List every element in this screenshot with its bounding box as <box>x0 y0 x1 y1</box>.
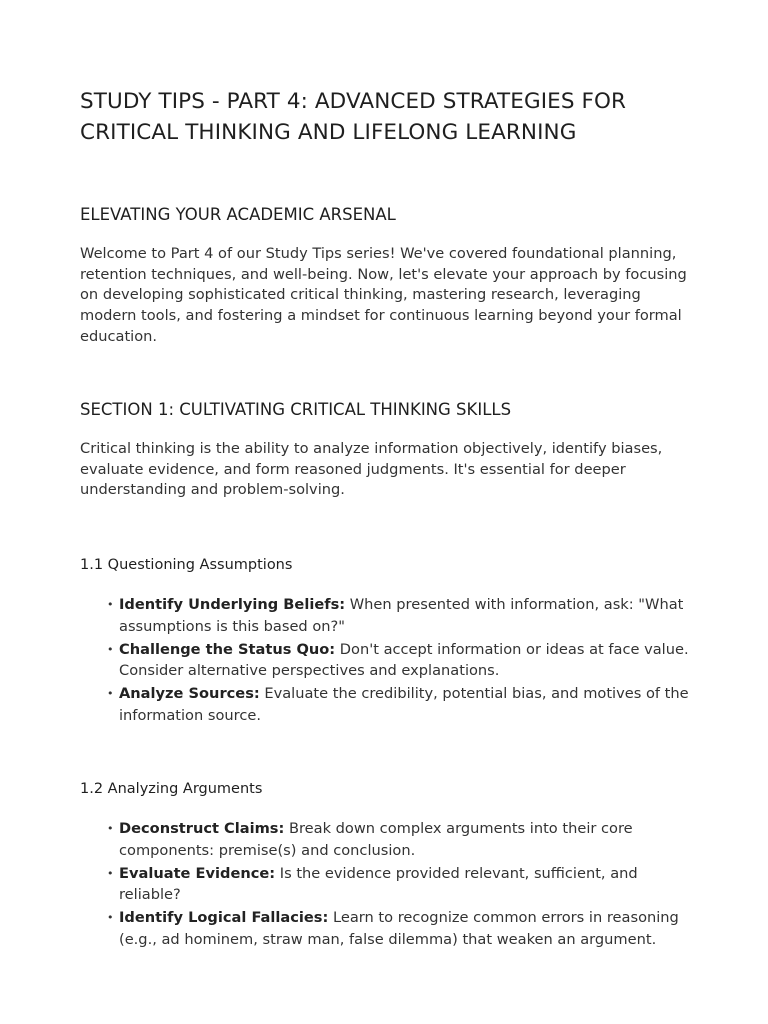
bullet-icon: • <box>107 911 114 924</box>
list-item-text: Learn to recognize common errors in reasoning (e.g., ad hominem, straw man, false dilemma) that weaken an argument. <box>119 909 679 948</box>
list-item-term: Challenge the Status Quo: <box>119 640 336 658</box>
intro-paragraph: Welcome to Part 4 of our Study Tips series! We've covered foundational planning, retention techniques, and well-being. Now, let's elevate your approach by focusing on developing sophisticated critical thinking, mastering research, leveraging modern tools, and fostering a mindset for continuous learning beyond your formal education. <box>80 245 687 345</box>
section-1-paragraph: Critical thinking is the ability to analyze information objectively, identify biases, evaluate evidence, and form reasoned judgments. It's essential for deeper understanding and problem-solving. <box>80 440 663 499</box>
list-item <box>80 863 690 906</box>
subsection-1-1-list <box>80 594 690 728</box>
list-item-text: Don't accept information or ideas at face value. Consider alternative perspectives and explanations. <box>119 640 689 679</box>
list-item <box>80 639 690 682</box>
section-1-heading: SECTION 1: CULTIVATING CRITICAL THINKING SKILLS <box>80 400 512 419</box>
list-item <box>80 594 690 637</box>
list-item <box>80 683 690 726</box>
list-item-term: Analyze Sources: <box>119 685 260 702</box>
bullet-icon: • <box>107 642 114 656</box>
bullet-icon: • <box>107 866 114 880</box>
bullet-icon: • <box>107 822 114 835</box>
subsection-1-2-heading: 1.2 Analyzing Arguments <box>80 781 263 797</box>
list-item-text: When presented with information, ask: "What assumptions is this based on?" <box>119 596 684 635</box>
subsection-1-1-heading: 1.1 Questioning Assumptions <box>80 557 293 573</box>
list-item-term: Identify Logical Fallacies: <box>119 909 329 926</box>
list-item-text: Break down complex arguments into their core components: premise(s) and conclusion. <box>119 820 633 859</box>
list-item-term: Deconstruct Claims: <box>119 820 285 837</box>
list-item-text: Evaluate the credibility, potential bias, and motives of the information source. <box>119 685 689 724</box>
list-item-text: Is the evidence provided relevant, sufficient, and reliable? <box>119 864 638 903</box>
subsection-1-2-list <box>80 818 690 952</box>
list-item <box>80 818 690 861</box>
bullet-icon: • <box>107 687 114 700</box>
document-title: STUDY TIPS - PART 4: ADVANCED STRATEGIES FOR CRITICAL THINKING AND LIFELONG LEARNING <box>80 89 627 145</box>
intro-heading: ELEVATING YOUR ACADEMIC ARSENAL <box>80 205 396 224</box>
list-item-term: Identify Underlying Beliefs: <box>119 596 346 613</box>
list-item <box>80 907 690 950</box>
bullet-icon: • <box>107 598 114 611</box>
list-item-term: Evaluate Evidence: <box>119 864 276 882</box>
